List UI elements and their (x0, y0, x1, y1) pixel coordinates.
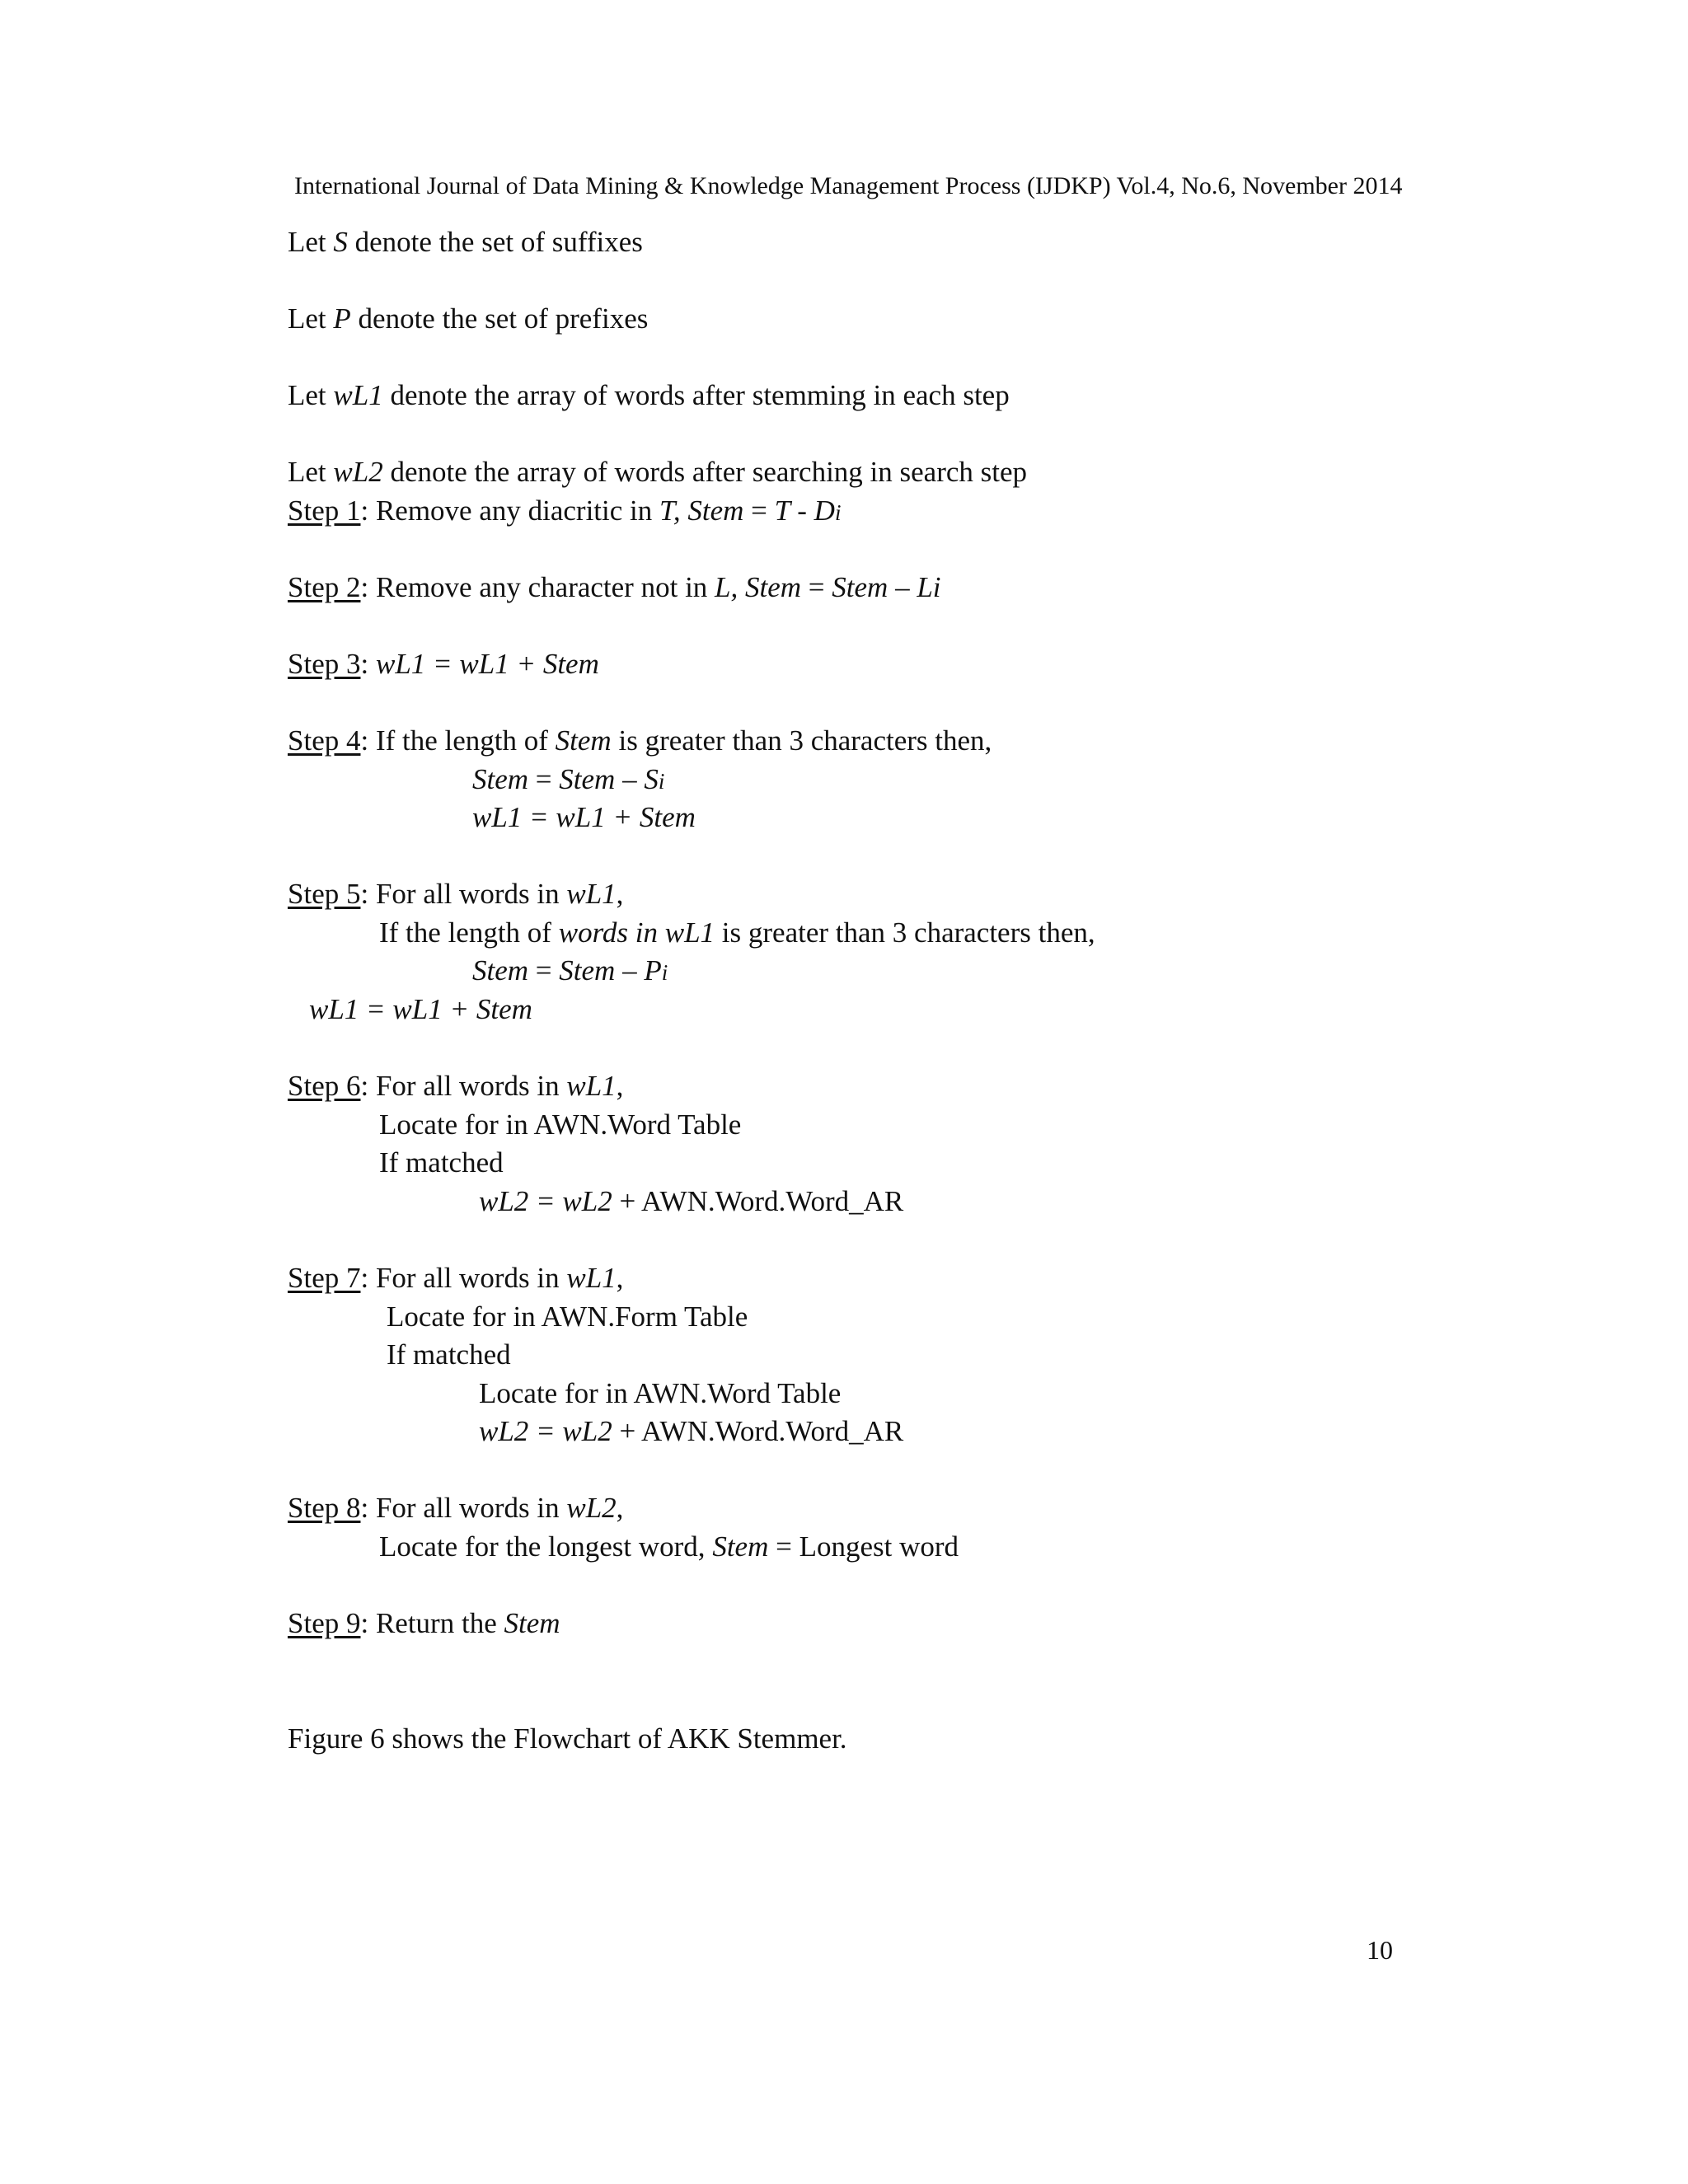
step-8-line-1 (379, 1530, 959, 1564)
step-text: : For all words in (360, 878, 567, 910)
definition-var: wL1 (333, 379, 383, 411)
step-8 (288, 1491, 623, 1526)
step-var: wL2 (566, 1492, 617, 1524)
step-5 (288, 877, 623, 912)
definition-suffixes (288, 225, 643, 260)
journal-header: International Journal of Data Mining & Knowledge Management Process (IJDKP) Vol.4, No.6, November 2014 (294, 172, 1403, 199)
step-4-line-1 (472, 762, 664, 799)
step-text: : For all words in (360, 1070, 567, 1102)
step-var: L, Stem (715, 571, 802, 603)
step-expr: wL2 = wL2 (479, 1185, 612, 1217)
step-expr: T - D (774, 494, 835, 527)
step-text: + AWN.Word.Word_AR (612, 1185, 904, 1217)
step-6-line-1: Locate for in AWN.Word Table (379, 1108, 742, 1141)
step-subscript: i (658, 769, 665, 794)
step-text: + AWN.Word.Word_AR (612, 1415, 904, 1447)
step-eq: = (801, 571, 832, 603)
step-7-line-1: Locate for in AWN.Form Table (387, 1301, 748, 1333)
step-var: wL1 (566, 878, 617, 910)
step-4 (288, 724, 992, 758)
step-expr: Stem – L (832, 571, 933, 603)
step-text: : Remove any character not in (360, 571, 715, 603)
step-label: Step 2 (288, 571, 361, 603)
step-label: Step 3 (288, 648, 361, 680)
step-text: : For all words in (360, 1262, 567, 1294)
step-label: Step 6 (288, 1070, 361, 1102)
definition-post: denote the array of words after stemming in each step (382, 379, 1010, 411)
step-expr: Stem (472, 954, 529, 987)
step-label: Step 9 (288, 1607, 361, 1639)
step-var: Stem (555, 724, 612, 757)
step-expr: wL1 = wL1 + Stem (375, 648, 599, 680)
definition-var: wL2 (333, 456, 383, 488)
step-comma: , (616, 1070, 624, 1102)
step-4-line-2 (472, 800, 696, 835)
step-expr: wL2 = wL2 (479, 1415, 612, 1447)
step-expr: Stem – S (559, 763, 659, 795)
definition-pre: Let (288, 456, 334, 488)
step-colon: : (360, 648, 376, 680)
step-var: Stem (504, 1607, 560, 1639)
step-expr: Stem (472, 763, 529, 795)
step-var: Stem (712, 1530, 769, 1563)
step-3 (288, 647, 599, 682)
step-text: : For all words in (360, 1492, 567, 1524)
step-expr: Stem – P (559, 954, 662, 987)
step-comma: , (616, 878, 624, 910)
closing-paragraph: Figure 6 shows the Flowchart of AKK Stemmer. (288, 1722, 847, 1755)
step-label: Step 1 (288, 494, 361, 527)
step-7-line-4 (479, 1414, 903, 1449)
step-text: : Remove any diacritic in (360, 494, 660, 527)
definition-var: P (333, 302, 351, 335)
step-eq: = (743, 494, 775, 527)
definition-pre: Let (288, 226, 334, 258)
step-label: Step 7 (288, 1262, 361, 1294)
step-label: Step 4 (288, 724, 361, 757)
step-text: : Return the (360, 1607, 504, 1639)
definition-var: S (333, 226, 348, 258)
step-text: : If the length of (360, 724, 556, 757)
step-var: wL1 (566, 1070, 617, 1102)
definition-pre: Let (288, 302, 334, 335)
step-expr: wL1 = wL1 + Stem (309, 993, 532, 1025)
step-text: If the length of (379, 916, 559, 949)
step-7-line-3: Locate for in AWN.Word Table (479, 1377, 842, 1409)
step-text: is greater than 3 characters then, (715, 916, 1095, 949)
step-eq: = (528, 763, 560, 795)
step-1 (288, 494, 841, 530)
step-var: words in wL1 (558, 916, 715, 949)
step-label: Step 5 (288, 878, 361, 910)
step-subscript: i (834, 500, 842, 525)
step-text: Locate for the longest word, (379, 1530, 713, 1563)
step-expr: wL1 = wL1 + Stem (472, 801, 696, 833)
step-5-line-3 (309, 992, 532, 1027)
step-comma: , (616, 1262, 624, 1294)
step-7-line-2: If matched (387, 1338, 511, 1371)
step-9 (288, 1606, 560, 1641)
step-6-line-2: If matched (379, 1146, 504, 1179)
step-6-line-3 (479, 1184, 903, 1219)
step-7 (288, 1261, 623, 1296)
definition-post: denote the array of words after searching in search step (382, 456, 1028, 488)
definition-post: denote the set of prefixes (350, 302, 649, 335)
step-subscript: i (661, 960, 668, 985)
step-subscript: i (932, 571, 941, 603)
step-eq: = (528, 954, 560, 987)
step-var: wL1 (566, 1262, 617, 1294)
step-5-line-1 (379, 916, 1095, 950)
definition-pre: Let (288, 379, 334, 411)
definition-post: denote the set of suffixes (347, 226, 643, 258)
step-text: is greater than 3 characters then, (611, 724, 992, 757)
definition-prefixes (288, 302, 648, 336)
step-5-line-2 (472, 954, 668, 990)
definition-wl1 (288, 378, 1010, 413)
step-text: = Longest word (768, 1530, 959, 1563)
step-2 (288, 570, 941, 605)
page-number: 10 (1367, 1935, 1393, 1965)
step-6 (288, 1069, 623, 1104)
step-label: Step 8 (288, 1492, 361, 1524)
step-var: T, Stem (659, 494, 744, 527)
step-comma: , (616, 1492, 624, 1524)
definition-wl2 (288, 455, 1027, 490)
